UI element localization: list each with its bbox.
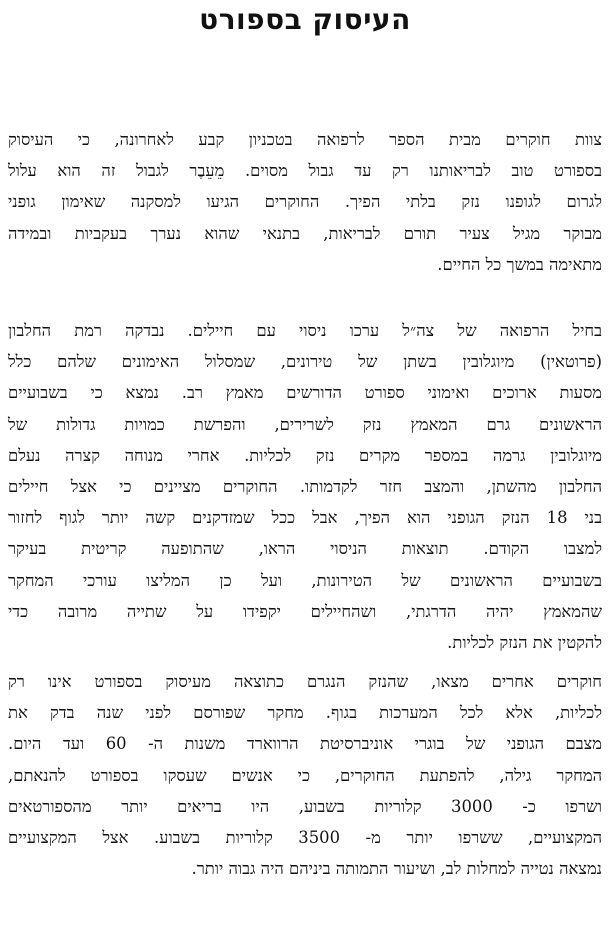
text-line: שהמאמץ יהיה הדרגתי, ושהחיילים יקפידו על שתייה מרובה כדי [8, 601, 602, 621]
paragraph-2 [8, 315, 602, 658]
text-line: מבוקר מגיל צעיר תורם לבריאות, בתנאי שהוא נערך בעקביות ובמידה [8, 223, 602, 243]
text-line: מצבם הגופני של בוגרי אוניברסיטת הרווארד משנות ה- 60 ועד היום. [8, 734, 602, 754]
text-line: חוקרים אחרים מצאו, שהנזק הנגרם כתוצאה מעיסוק בספורט אינו רק [8, 672, 602, 691]
page-title: העיסוק בספורט [199, 3, 411, 36]
text-line: לגרום לגופנו נזק בלתי הפיך. החוקרים הגיעו למסקנה שאימון גופני [8, 192, 602, 212]
text-line: בני 18 הנזק הגופני הוא הפיך, אבל ככל שמזדקנים קשה יותר לגוף לחזור [8, 508, 602, 528]
text-line: בשבועיים הראשונים של הטירונות, ועל כן המליצו עורכי המחקר [8, 570, 602, 590]
text-line: הראשונים גרם המאמץ נזק לשרירים, והפרשת כמויות גדולות של [8, 414, 602, 434]
text-line: להקטין את הנזק לכליות. [447, 632, 602, 652]
text-line: המקצועיים, ששרפו יותר מ- 3500 קלוריות בשבוע. אצל המקצועיים [8, 827, 603, 847]
text-line: למצבו הקודם. תוצאות הניסוי הראו, שהתופעה קריטית בעיקר [8, 539, 602, 559]
text-line: (פרוטאין) מיוגלובין בשתן של טירונים, שמסלול האימונים שלהם כלל [8, 352, 602, 372]
paragraph-1 [8, 124, 602, 280]
text-line: לכליות, אלא לכל המערכות בגוף. מחקר שפורסם לפני שנה בדק את [8, 703, 602, 723]
text-line: מסעות ארוכים ואימוני ספורט הדורשים מאמץ רב. נמצא כי בשבועיים [8, 383, 602, 403]
text-line: מיוגלובין גרמה במספר מקרים נזק לכליות. אחרי מנוחה קצרה נעלם [8, 445, 602, 465]
text-line: ושרפו כ- 3000 קלוריות בשבוע, היו בריאים יותר מהספורטאים [8, 796, 602, 816]
text-line: מתאימה במשך כל החיים. [437, 254, 602, 274]
paragraph-3 [8, 666, 602, 884]
text-line: נמצאה נטייה למחלות לב, ושיעור התמותה ביניהם היה גבוה יותר. [191, 859, 602, 879]
text-line: בחיל הרפואה של צה״ל ערכו ניסוי עם חיילים. נבדקה רמת החלבון [8, 321, 602, 340]
text-line: החלבון מהשתן, והמצב חזר לקדמותו. החוקרים מציינים כי אצל חיילים [8, 476, 602, 496]
text-line: המחקר גילה, להפתעת החוקרים, כי אנשים שעסקו בספורט להנאתם, [8, 765, 602, 785]
text-line: בספורט טוב לבריאותנו רק עד גבול מסוים. מֵעֵבֶר לגבול זה הוא עלול [8, 161, 602, 181]
text-line: צוות חוקרים מבית הספר לרפואה בטכניון קבע לאחרונה, כי העיסוק [8, 130, 602, 149]
